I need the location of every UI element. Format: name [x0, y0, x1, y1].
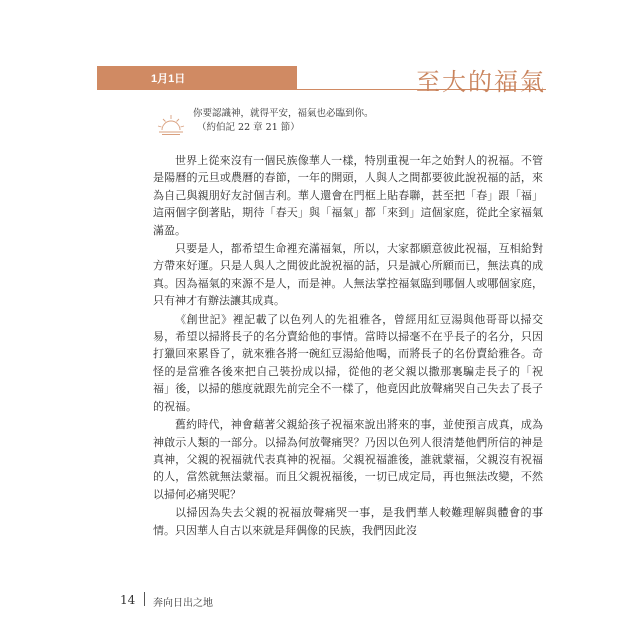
paragraph: 世界上從來沒有一個民族像華人一樣，特別重視一年之始對人的祝福。不管是陽曆的元旦或農曆的春節，一年的開頭，人與人之間都要彼此說祝福的話，來為自己與親朋好友討個吉利。華人還會在門框上貼春聯，甚至把「春」跟「福」這兩個字倒著貼，期待「春天」與「福氣」都「來到」這個家庭，從此全家福氣滿盈。	[153, 154, 543, 237]
date-tab	[97, 66, 297, 90]
page-number: 14	[120, 593, 136, 607]
devotional-title: 至大的福氣	[416, 68, 546, 96]
book-title: 奔向日出之地	[153, 598, 213, 609]
body-text	[153, 152, 543, 540]
paragraph: 以掃因為失去父親的祝福放聲痛哭一事，是我們華人較難理解與體會的事情。只因華人自古以來就是拜偶像的民族，我們因此沒	[153, 506, 543, 537]
paragraph: 《創世記》裡記載了以色列人的先祖雅各，曾經用紅豆湯與他哥哥以掃交易，希望以掃將長子的名分賣給他的事情。當時以掃毫不在乎長子的名分，只因打獵回來累昏了，就來雅各將一碗紅豆湯給他喝，而將長子的名份賣給雅各。奇怪的是當雅各後來把自己裝扮成以掃，從他的老父親以撒那裏騙走長子的「祝福」後，以掃的態度就跟先前完全不一樣了，他竟因此放聲痛哭自己失去了長子的祝福。	[153, 312, 543, 413]
rising-sun-icon	[156, 110, 186, 140]
date-label: 1月1日	[151, 73, 186, 85]
paragraph: 只要是人，都希望生命裡充滿福氣，所以，大家都願意彼此祝福，互相給對方帶來好運。只是人與人之間彼此說祝福的話，只是誠心所願而已，無法真的成真。因為福氣的來源不是人，而是神。人無法掌控福氣臨到哪個人或哪個家庭，只有神才有辦法讓其成真。	[153, 242, 543, 308]
footer-divider	[144, 592, 145, 606]
paragraph: 舊約時代，神會藉著父親給孩子祝福來說出將來的事，並使預言成真，成為神啟示人類的一部分。以掃為何放聲痛哭？乃因以色列人很清楚他們所信的神是真神，父親的祝福就代表真神的祝福。父親祝福誰後，誰就蒙福，父親沒有祝福的人，當然就無法蒙福。而且父親祝福後，一切已成定局，再也無法改變，不然以掃何必痛哭呢？	[153, 418, 543, 501]
verse-text: 你要認識神，就得平安，福氣也必臨到你。	[193, 108, 374, 119]
scripture-verse	[193, 107, 543, 135]
verse-reference: （約伯記 22 章 21 節）	[197, 122, 300, 133]
